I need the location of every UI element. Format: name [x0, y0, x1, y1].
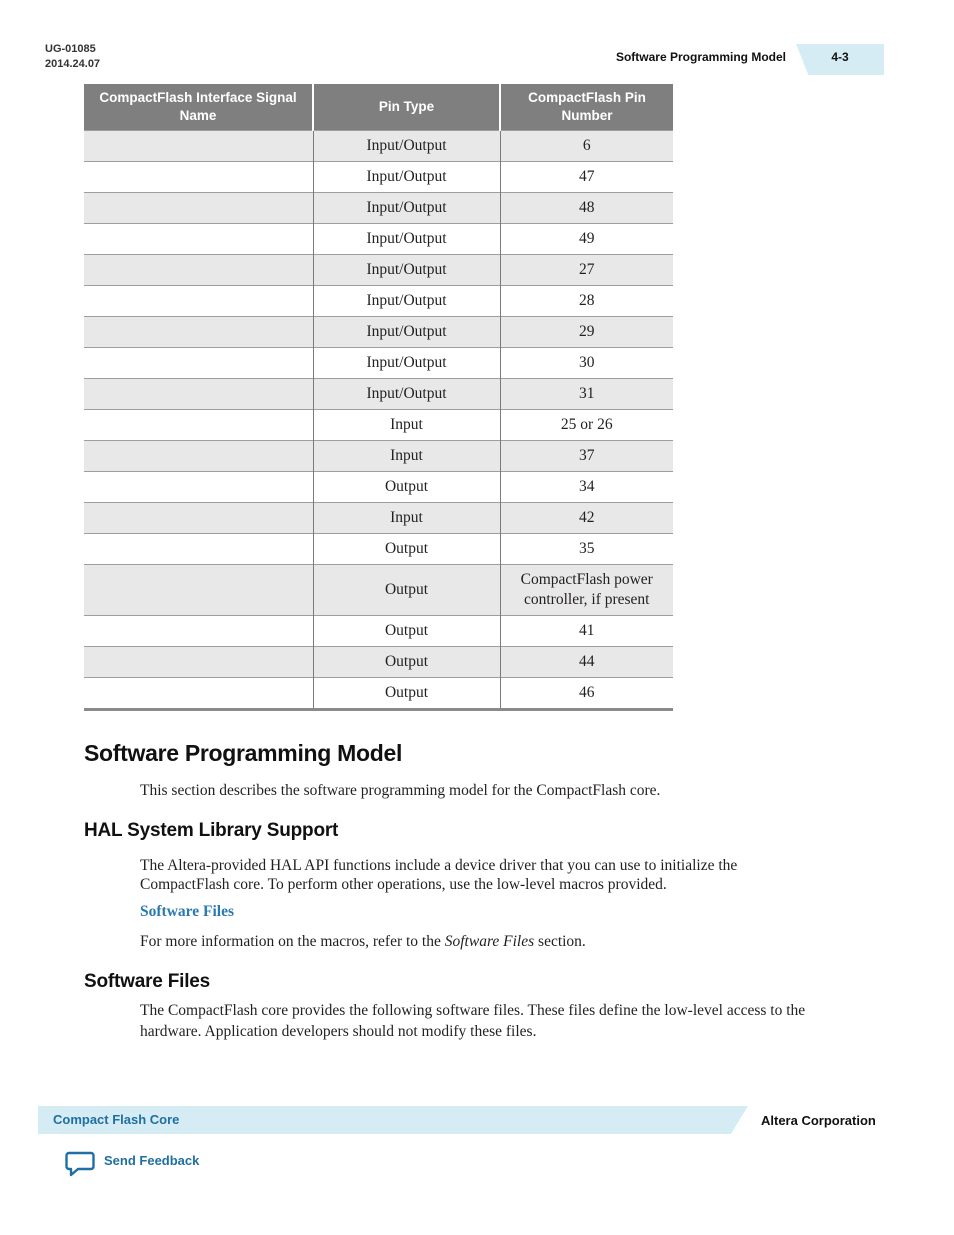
cell-signal-name — [84, 162, 313, 193]
cell-pin-number: 29 — [500, 317, 673, 348]
cell-pin-number: 27 — [500, 255, 673, 286]
cell-signal-name — [84, 379, 313, 410]
cell-pin-number: 31 — [500, 379, 673, 410]
cell-pin-type: Input/Output — [313, 224, 500, 255]
cell-signal-name — [84, 441, 313, 472]
column-header-signal-name: CompactFlash Interface Signal Name — [84, 84, 313, 131]
footer-document-title: Compact Flash Core — [53, 1112, 180, 1127]
cell-signal-name — [84, 193, 313, 224]
cell-pin-type: Input/Output — [313, 162, 500, 193]
table-row — [84, 193, 673, 224]
cell-pin-type: Output — [313, 678, 500, 710]
cell-pin-number: 47 — [500, 162, 673, 193]
files-body-line-2: hardware. Application developers should not modify these files. — [140, 1023, 537, 1040]
software-files-link[interactable]: Software Files — [140, 903, 234, 920]
cell-pin-type: Output — [313, 472, 500, 503]
hal-body-line-1: The Altera-provided HAL API functions include a device driver that you can use to initialize the — [140, 857, 738, 874]
cell-pin-type: Input/Output — [313, 317, 500, 348]
section-intro: This section describes the software programming model for the CompactFlash core. — [140, 782, 661, 799]
cell-signal-name — [84, 647, 313, 678]
table-row — [84, 379, 673, 410]
table-row — [84, 410, 673, 441]
hal-more-info — [140, 932, 870, 951]
document-id — [45, 42, 100, 72]
subsection-heading-software-files: Software Files — [84, 971, 211, 992]
cell-pin-number: 6 — [500, 131, 673, 162]
hal-more-suffix: section. — [534, 933, 586, 950]
send-feedback-link[interactable]: Send Feedback — [104, 1153, 200, 1168]
table-row — [84, 503, 673, 534]
cell-signal-name — [84, 678, 313, 710]
hal-body — [140, 856, 870, 894]
cell-signal-name — [84, 565, 313, 616]
cell-pin-type: Output — [313, 616, 500, 647]
doc-date: 2014.24.07 — [45, 58, 101, 70]
table-row — [84, 472, 673, 503]
table-row — [84, 162, 673, 193]
cell-signal-name — [84, 410, 313, 441]
cell-signal-name — [84, 131, 313, 162]
cell-pin-number: 48 — [500, 193, 673, 224]
pin-table — [84, 84, 673, 711]
cell-pin-number: 49 — [500, 224, 673, 255]
table-row — [84, 286, 673, 317]
column-header-pin-number: CompactFlash Pin Number — [500, 84, 673, 131]
cell-pin-type: Input/Output — [313, 379, 500, 410]
cell-signal-name — [84, 616, 313, 647]
table-row — [84, 565, 673, 616]
files-body — [140, 1000, 870, 1042]
table-row — [84, 441, 673, 472]
subsection-heading-hal: HAL System Library Support — [84, 820, 339, 841]
header-section-title: Software Programming Model — [615, 50, 786, 64]
cell-signal-name — [84, 286, 313, 317]
table-row — [84, 131, 673, 162]
table-row — [84, 616, 673, 647]
table-row — [84, 317, 673, 348]
page-number: 4-3 — [831, 50, 849, 64]
cell-signal-name — [84, 317, 313, 348]
cell-pin-type: Input/Output — [313, 131, 500, 162]
cell-signal-name — [84, 503, 313, 534]
speech-bubble-icon[interactable] — [65, 1151, 95, 1177]
cell-pin-number: 37 — [500, 441, 673, 472]
hal-more-italic: Software Files — [444, 933, 535, 950]
cell-pin-type: Input — [313, 503, 500, 534]
cell-pin-type: Input — [313, 410, 500, 441]
cell-pin-number: 41 — [500, 616, 673, 647]
table-row — [84, 678, 673, 710]
hal-body-line-2: CompactFlash core. To perform other operations, use the low-level macros provided. — [140, 876, 667, 893]
files-body-line-1: The CompactFlash core provides the following software files. These files define the low-level access to the — [140, 1002, 806, 1019]
cell-pin-number: 30 — [500, 348, 673, 379]
cell-pin-number: 25 or 26 — [500, 410, 673, 441]
cell-pin-number: 35 — [500, 534, 673, 565]
cell-signal-name — [84, 348, 313, 379]
cell-pin-number: 42 — [500, 503, 673, 534]
cell-pin-type: Output — [313, 565, 500, 616]
cell-pin-number: CompactFlash power controller, if present — [500, 565, 673, 616]
cell-pin-type: Input/Output — [313, 286, 500, 317]
table-row — [84, 647, 673, 678]
cell-pin-number: 28 — [500, 286, 673, 317]
hal-more-prefix: For more information on the macros, refer to the — [140, 933, 445, 950]
cell-pin-type: Input/Output — [313, 193, 500, 224]
cell-signal-name — [84, 472, 313, 503]
cell-pin-type: Input/Output — [313, 348, 500, 379]
table-row — [84, 224, 673, 255]
table-row — [84, 255, 673, 286]
cell-pin-type: Output — [313, 647, 500, 678]
column-header-pin-type: Pin Type — [313, 84, 500, 131]
cell-signal-name — [84, 255, 313, 286]
cell-pin-number: 44 — [500, 647, 673, 678]
table-header-row — [84, 84, 673, 131]
cell-pin-type: Output — [313, 534, 500, 565]
section-heading-software-programming-model: Software Programming Model — [84, 740, 403, 766]
cell-pin-type: Input — [313, 441, 500, 472]
doc-number: UG-01085 — [45, 43, 96, 55]
footer-company: Altera Corporation — [761, 1113, 876, 1128]
table-row — [84, 534, 673, 565]
cell-pin-type: Input/Output — [313, 255, 500, 286]
cell-signal-name — [84, 224, 313, 255]
table-row — [84, 348, 673, 379]
cell-pin-number: 46 — [500, 678, 673, 710]
cell-pin-number: 34 — [500, 472, 673, 503]
cell-signal-name — [84, 534, 313, 565]
